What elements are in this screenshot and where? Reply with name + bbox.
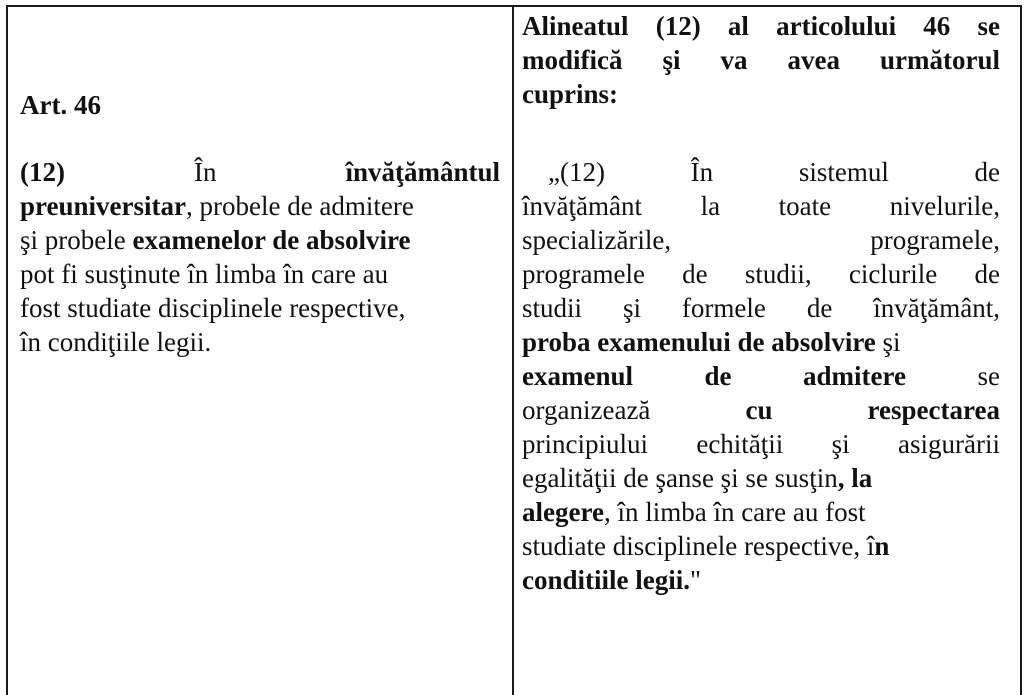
amendment-text-line-7: examenul de admitere se [522,361,1000,391]
amendment-text-line-13: conditiile legii." [522,565,702,595]
amendment-heading-line-2: modifică şi va avea următorul [522,45,1000,75]
left-paragraph-line-1: (12) În învăţământul [20,157,501,187]
amendment-text-line-10: egalităţii de şanse şi se susţin, la [522,463,873,493]
amendment-text-line-6: proba examenului de absolvire şi [522,327,901,357]
amendment-text-line-3: specializările, programele, [522,225,1000,255]
amendment-text-line-5: studii şi formele de învăţământ, [522,293,1000,323]
left-paragraph-line-2: preuniversitar, probele de admitere [20,191,414,221]
amendment-heading-line-3: cuprins: [522,79,619,109]
column-divider [512,5,514,695]
table-right-border [1020,5,1022,695]
amendment-heading-line-1: Alineatul (12) al articolului 46 se [522,11,1000,41]
amendment-text-line-12: studiate disciplinele respective, în [522,531,890,561]
left-paragraph-line-6: în condiţiile legii. [20,327,212,357]
amendment-text-line-9: principiului echităţii şi asigurării [522,429,1000,459]
amendment-text-line-4: programele de studii, ciclurile de [522,259,1000,289]
left-paragraph-line-5: fost studiate disciplinele respective, [20,293,406,323]
article-heading: Art. 46 [20,90,101,120]
amendment-text-line-8: organizează cu respectarea [522,395,1000,425]
amendment-text-line-2: învăţământ la toate nivelurile, [522,191,1000,221]
amendment-text-line-11: alegere, în limba în care au fost [522,497,866,527]
left-paragraph-line-4: pot fi susţinute în limba în care au [20,259,389,289]
amendment-text-line-1: „(12) În sistemul de [548,157,1000,187]
left-paragraph-line-3: şi probele examenelor de absolvire [20,225,411,255]
